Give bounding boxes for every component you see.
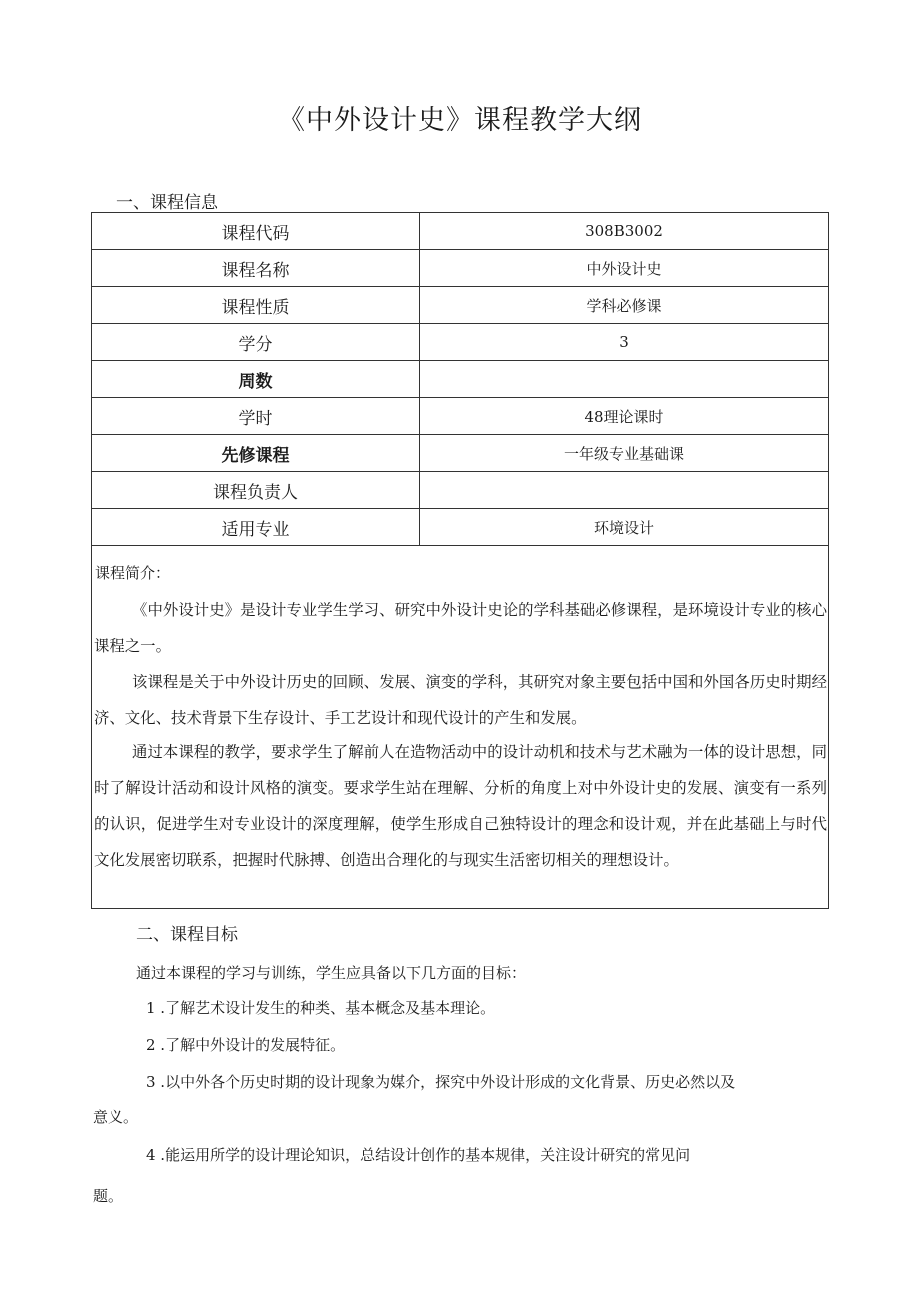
table-row bbox=[92, 509, 829, 546]
prerequisite-value: 一年级专业基础课 bbox=[420, 435, 829, 472]
course-type-label: 课程性质 bbox=[92, 287, 420, 324]
table-row bbox=[92, 213, 829, 250]
hours-label: 学时 bbox=[92, 398, 420, 435]
course-code-label: 课程代码 bbox=[92, 213, 420, 250]
intro-paragraph-1: 《中外设计史》是设计专业学生学习、研究中外设计史论的学科基础必修课程，是环境设计专业的核心课程之一。 bbox=[94, 601, 827, 655]
table-row bbox=[92, 435, 829, 472]
table-row bbox=[92, 324, 829, 361]
table-row bbox=[92, 250, 829, 287]
course-code-value: 308B3002 bbox=[420, 213, 829, 250]
credits-value: 3 bbox=[420, 324, 829, 361]
table-row bbox=[92, 361, 829, 398]
section-heading-course-goals: 二、课程目标 bbox=[136, 925, 238, 945]
table-row bbox=[92, 287, 829, 324]
course-type-value: 学科必修课 bbox=[420, 287, 829, 324]
goals-intro: 通过本课程的学习与训练，学生应具备以下几方面的目标： bbox=[136, 964, 527, 982]
course-leader-label: 课程负责人 bbox=[92, 472, 420, 509]
course-intro-label: 课程简介： bbox=[95, 564, 171, 582]
intro-paragraph-2: 该课程是关于中外设计历史的回顾、发展、演变的学科，其研究对象主要包括中国和外国各历史时期经济、文化、技术背景下生存设计、手工艺设计和现代设计的产生和发展。 bbox=[94, 673, 827, 727]
course-name-value: 中外设计史 bbox=[420, 250, 829, 287]
weeks-value bbox=[420, 361, 829, 398]
goal-1: 1 .了解艺术设计发生的种类、基本概念及基本理论。 bbox=[146, 999, 496, 1017]
goal-3-line-2: 意义。 bbox=[93, 1108, 139, 1126]
course-intro-box bbox=[91, 546, 829, 909]
section-heading-course-info: 一、课程信息 bbox=[116, 193, 218, 213]
hours-value: 48理论课时 bbox=[420, 398, 829, 435]
applicable-major-value: 环境设计 bbox=[420, 509, 829, 546]
goal-4-line-2: 题。 bbox=[93, 1187, 124, 1205]
goal-2: 2 .了解中外设计的发展特征。 bbox=[146, 1036, 346, 1054]
intro-paragraph-3: 通过本课程的教学，要求学生了解前人在造物活动中的设计动机和技术与艺术融为一体的设计思想，同时了解设计活动和设计风格的演变。要求学生站在理解、分析的角度上对中外设计史的发展、演变有一系列的认识，促进学生对专业设计的深度理解，使学生形成自己独特设计的理念和设计观，并在此基础上与时代文化发展密切联系，把握时代脉搏、创造出合理化的与现实生活密切相关的理想设计。 bbox=[94, 743, 827, 869]
document-title: 《中外设计史》课程教学大纲 bbox=[278, 105, 642, 136]
course-name-label: 课程名称 bbox=[92, 250, 420, 287]
credits-label: 学分 bbox=[92, 324, 420, 361]
course-info-table bbox=[91, 212, 829, 546]
prerequisite-label: 先修课程 bbox=[92, 435, 420, 472]
goal-3-line-1: 3 .以中外各个历史时期的设计现象为媒介，探究中外设计形成的文化背景、历史必然以及 bbox=[146, 1073, 736, 1091]
table-row bbox=[92, 398, 829, 435]
weeks-label: 周数 bbox=[92, 361, 420, 398]
goal-4-line-1: 4 .能运用所学的设计理论知识，总结设计创作的基本规律，关注设计研究的常见问 bbox=[146, 1146, 691, 1164]
course-leader-value bbox=[420, 472, 829, 509]
applicable-major-label: 适用专业 bbox=[92, 509, 420, 546]
table-row bbox=[92, 472, 829, 509]
